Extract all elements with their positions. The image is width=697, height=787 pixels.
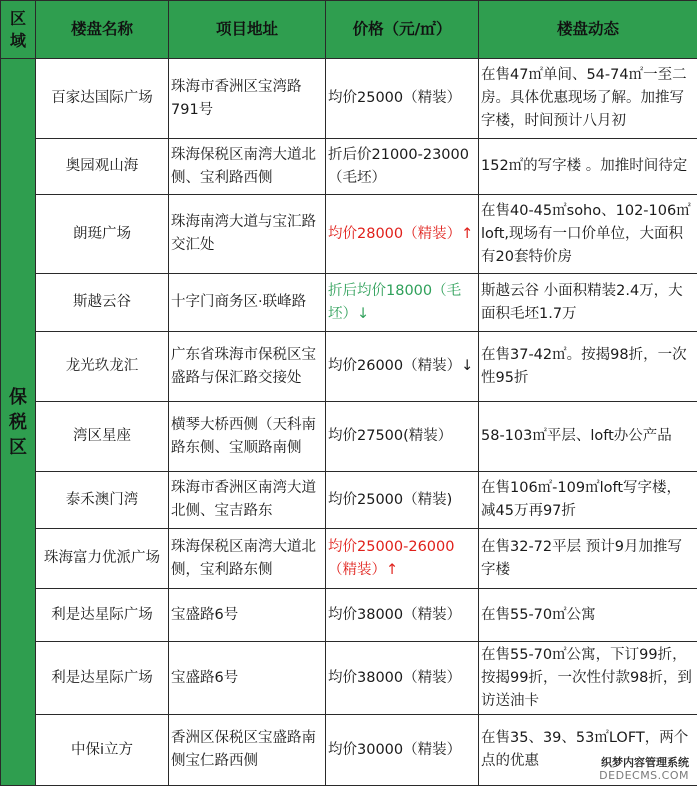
project-address: 宝盛路6号 [169,589,326,642]
project-price: 均价30000（精装） [326,715,479,786]
project-news: 在售55-70㎡公寓 [479,589,697,642]
project-price: 均价26000（精装）↓ [326,332,479,402]
project-price: 均价27500(精装） [326,402,479,472]
watermark-title: 织梦内容管理系统 [601,756,689,769]
project-news: 在售32-72平层 预计9月加推写字楼 [479,529,697,589]
project-name: 中保i立方 [36,715,169,786]
watermark-domain: DEDECMS.COM [599,769,689,782]
project-address: 广东省珠海市保税区宝盛路与保汇路交接处 [169,332,326,402]
project-address: 宝盛路6号 [169,642,326,715]
project-address: 香洲区保税区宝盛路南侧宝仁路西侧 [169,715,326,786]
project-name: 斯越云谷 [36,274,169,332]
project-news: 在售40-45㎡soho、102-106㎡loft,现场有一口价单位，大面积有20套特价房 [479,195,697,274]
project-price: 折后均价18000（毛坯）↓ [326,274,479,332]
project-address: 珠海市香洲区宝湾路791号 [169,59,326,139]
project-name: 朗珽广场 [36,195,169,274]
project-news: 斯越云谷 小面积精装2.4万，大面积毛坯1.7万 [479,274,697,332]
project-address: 横琴大桥西侧（天科南路东侧、宝顺路南侧 [169,402,326,472]
project-address: 珠海保税区南湾大道北侧、宝利路西侧 [169,139,326,195]
table-row [1,274,697,332]
project-address: 十字门商务区·联峰路 [169,274,326,332]
project-price: 均价25000-26000（精装）↑ [326,529,479,589]
table-row [1,59,697,139]
project-address: 珠海市香洲区南湾大道北侧、宝吉路东 [169,472,326,529]
project-news: 在售47㎡单间、54-74㎡一至二房。具体优惠现场了解。加推写字楼，时间预计八月初 [479,59,697,139]
project-price: 均价25000（精装) [326,472,479,529]
project-price: 折后价21000-23000（毛坯） [326,139,479,195]
project-name: 奥园观山海 [36,139,169,195]
project-news: 在售37-42㎡。按揭98折，一次性95折 [479,332,697,402]
project-news: 58-103㎡平层、loft办公产品 [479,402,697,472]
project-address: 珠海南湾大道与宝汇路交汇处 [169,195,326,274]
project-name: 龙光玖龙汇 [36,332,169,402]
table-row [1,589,697,642]
project-name: 泰禾澳门湾 [36,472,169,529]
project-name: 利是达星际广场 [36,642,169,715]
project-name: 利是达星际广场 [36,589,169,642]
header-address: 项目地址 [169,1,326,59]
header-price: 价格（元/㎡） [326,1,479,59]
table-row [1,332,697,402]
table-row [1,195,697,274]
table-row [1,642,697,715]
table-row [1,472,697,529]
table-row [1,402,697,472]
header-row [1,1,697,59]
table-row [1,139,697,195]
region-cell: 保税区 [1,59,36,786]
header-region: 区域 [1,1,36,59]
project-name: 湾区星座 [36,402,169,472]
project-price: 均价28000（精装）↑ [326,195,479,274]
project-name: 百家达国际广场 [36,59,169,139]
project-news: 在售106㎡-109㎡loft写字楼，减45万再97折 [479,472,697,529]
table-row [1,715,697,786]
project-news: 在售55-70㎡公寓，下订99折，按揭99折，一次性付款98折，到访送油卡 [479,642,697,715]
project-news: 152㎡的写字楼 。加推时间待定 [479,139,697,195]
header-name: 楼盘名称 [36,1,169,59]
header-news: 楼盘动态 [479,1,697,59]
table-row [1,529,697,589]
project-address: 珠海保税区南湾大道北侧，宝利路东侧 [169,529,326,589]
project-price: 均价25000（精装） [326,59,479,139]
project-name: 珠海富力优派广场 [36,529,169,589]
project-price: 均价38000（精装） [326,642,479,715]
project-news: 在售35、39、53㎡LOFT，两个点的优惠 [479,715,697,786]
project-price: 均价38000（精装） [326,589,479,642]
